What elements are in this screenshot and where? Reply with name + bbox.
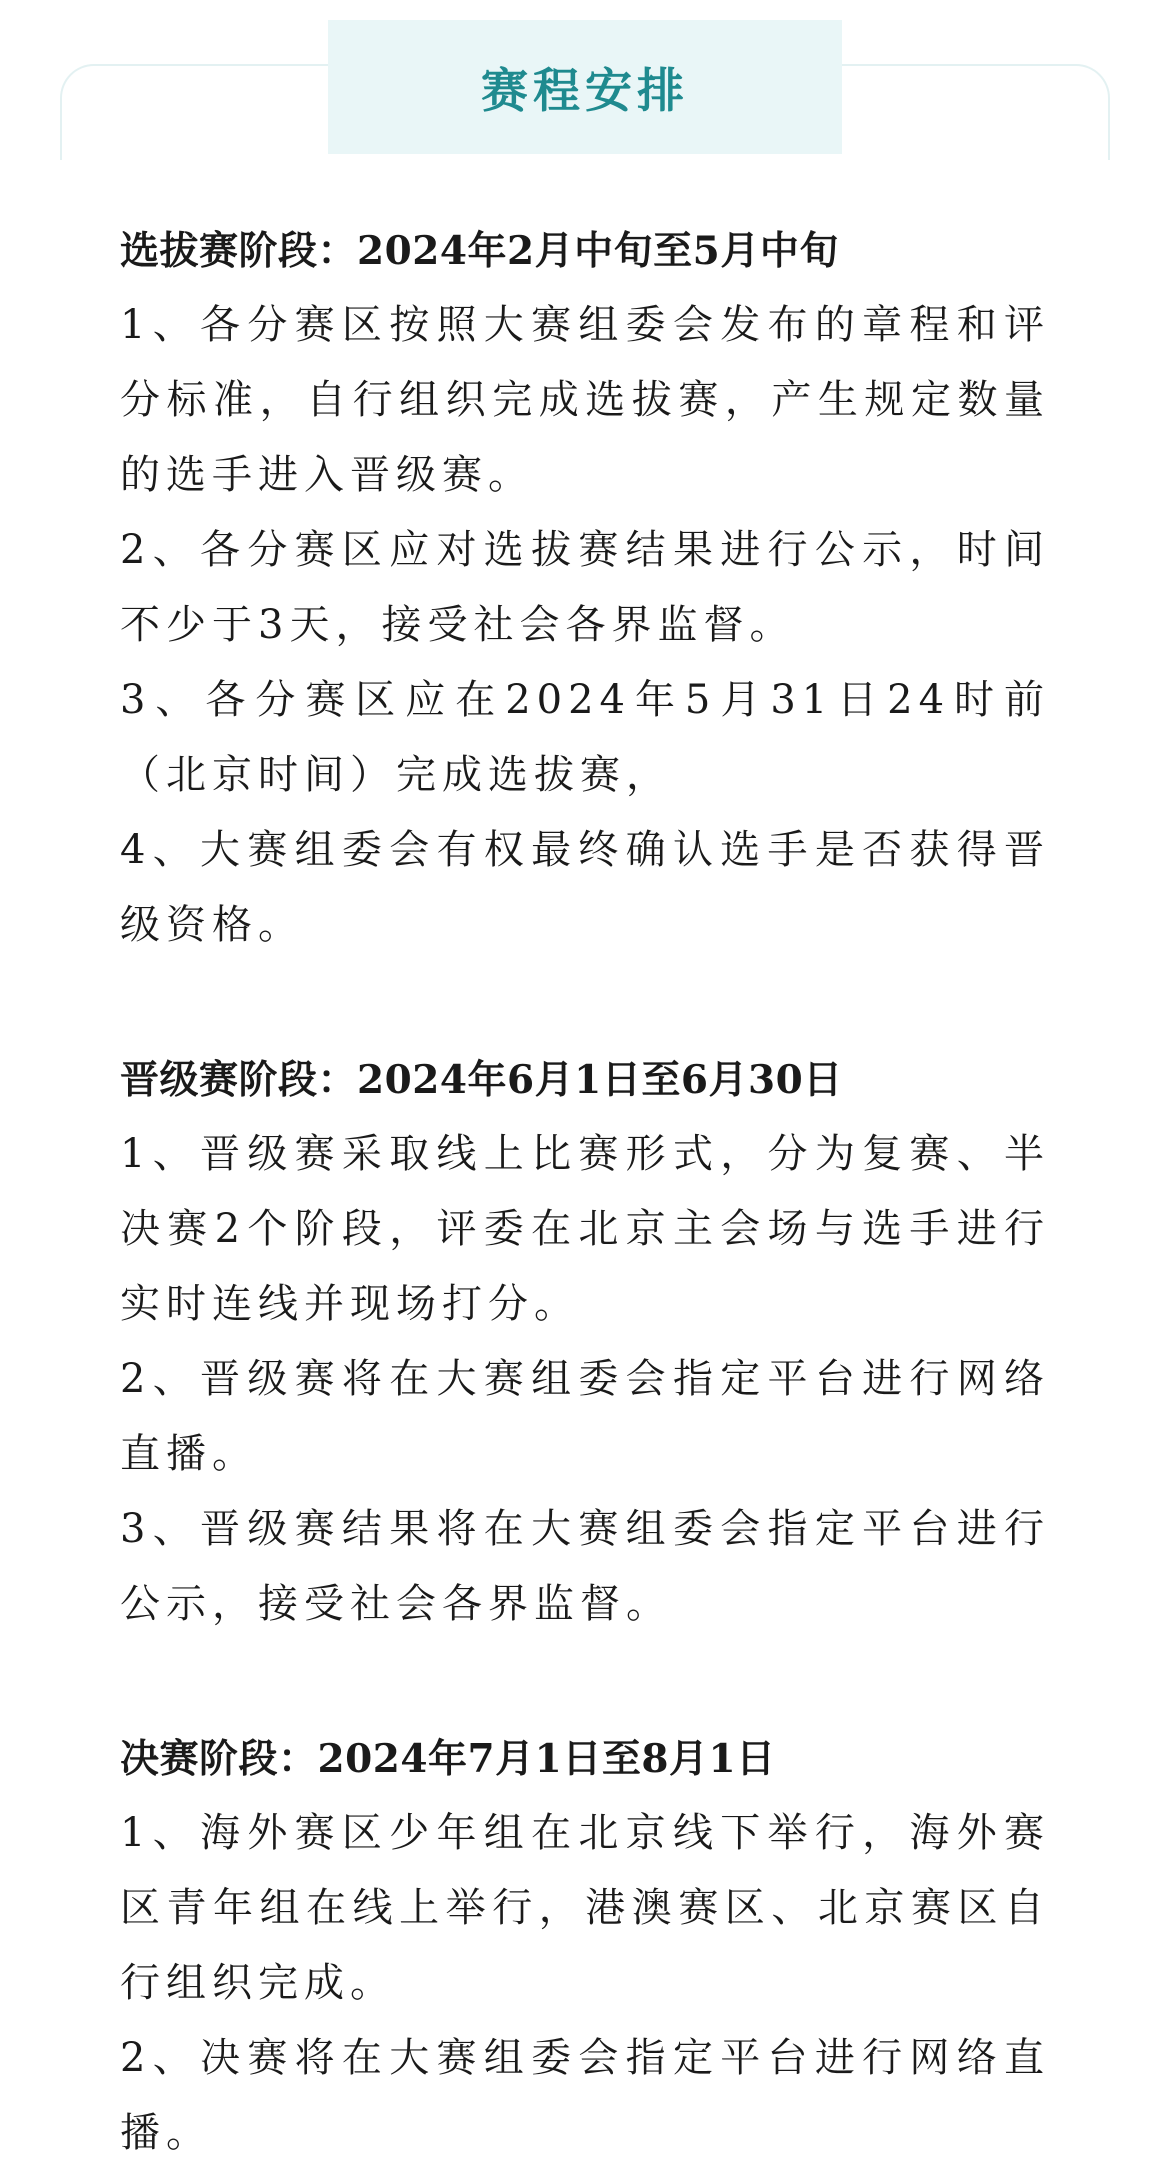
stage-item: 2、各分赛区应对选拔赛结果进行公示，时间不少于3天，接受社会各界监督。 [120,527,1050,648]
stage-item: 2、决赛将在大赛组委会指定平台进行网络直播。 [120,2035,1050,2156]
stage-item: 1、各分赛区按照大赛组委会发布的章程和评分标准，自行组织完成选拔赛，产生规定数量的选手进入晋级赛。 [120,302,1050,498]
stage-heading: 晋级赛阶段：2024年6月1日至6月30日 [120,1057,843,1103]
stage-heading: 决赛阶段：2024年7月1日至8月1日 [120,1736,776,1782]
stage-heading: 选拔赛阶段：2024年2月中旬至5月中旬 [120,228,839,274]
schedule-content [120,214,1050,2171]
stage-item: 3、各分赛区应在2024年5月31日24时前（北京时间）完成选拔赛， [120,677,1050,798]
stage-item: 1、海外赛区少年组在北京线下举行，海外赛区青年组在线上举行，港澳赛区、北京赛区自行组织完成。 [120,1810,1050,2006]
stage-selection [120,214,1050,963]
stage-item: 1、晋级赛采取线上比赛形式，分为复赛、半决赛2个阶段，评委在北京主会场与选手进行实时连线并现场打分。 [120,1131,1050,1327]
stage-item: 2、晋级赛将在大赛组委会指定平台进行网络直播。 [120,1356,1050,1477]
page-title: 赛程安排 [481,63,689,119]
stage-advancement [120,1043,1050,1642]
section-title-tab [328,20,842,154]
stage-item: 4、大赛组委会有权最终确认选手是否获得晋级资格。 [120,827,1050,948]
stage-item: 3、晋级赛结果将在大赛组委会指定平台进行公示，接受社会各界监督。 [120,1506,1050,1627]
stage-final [120,1722,1050,2171]
